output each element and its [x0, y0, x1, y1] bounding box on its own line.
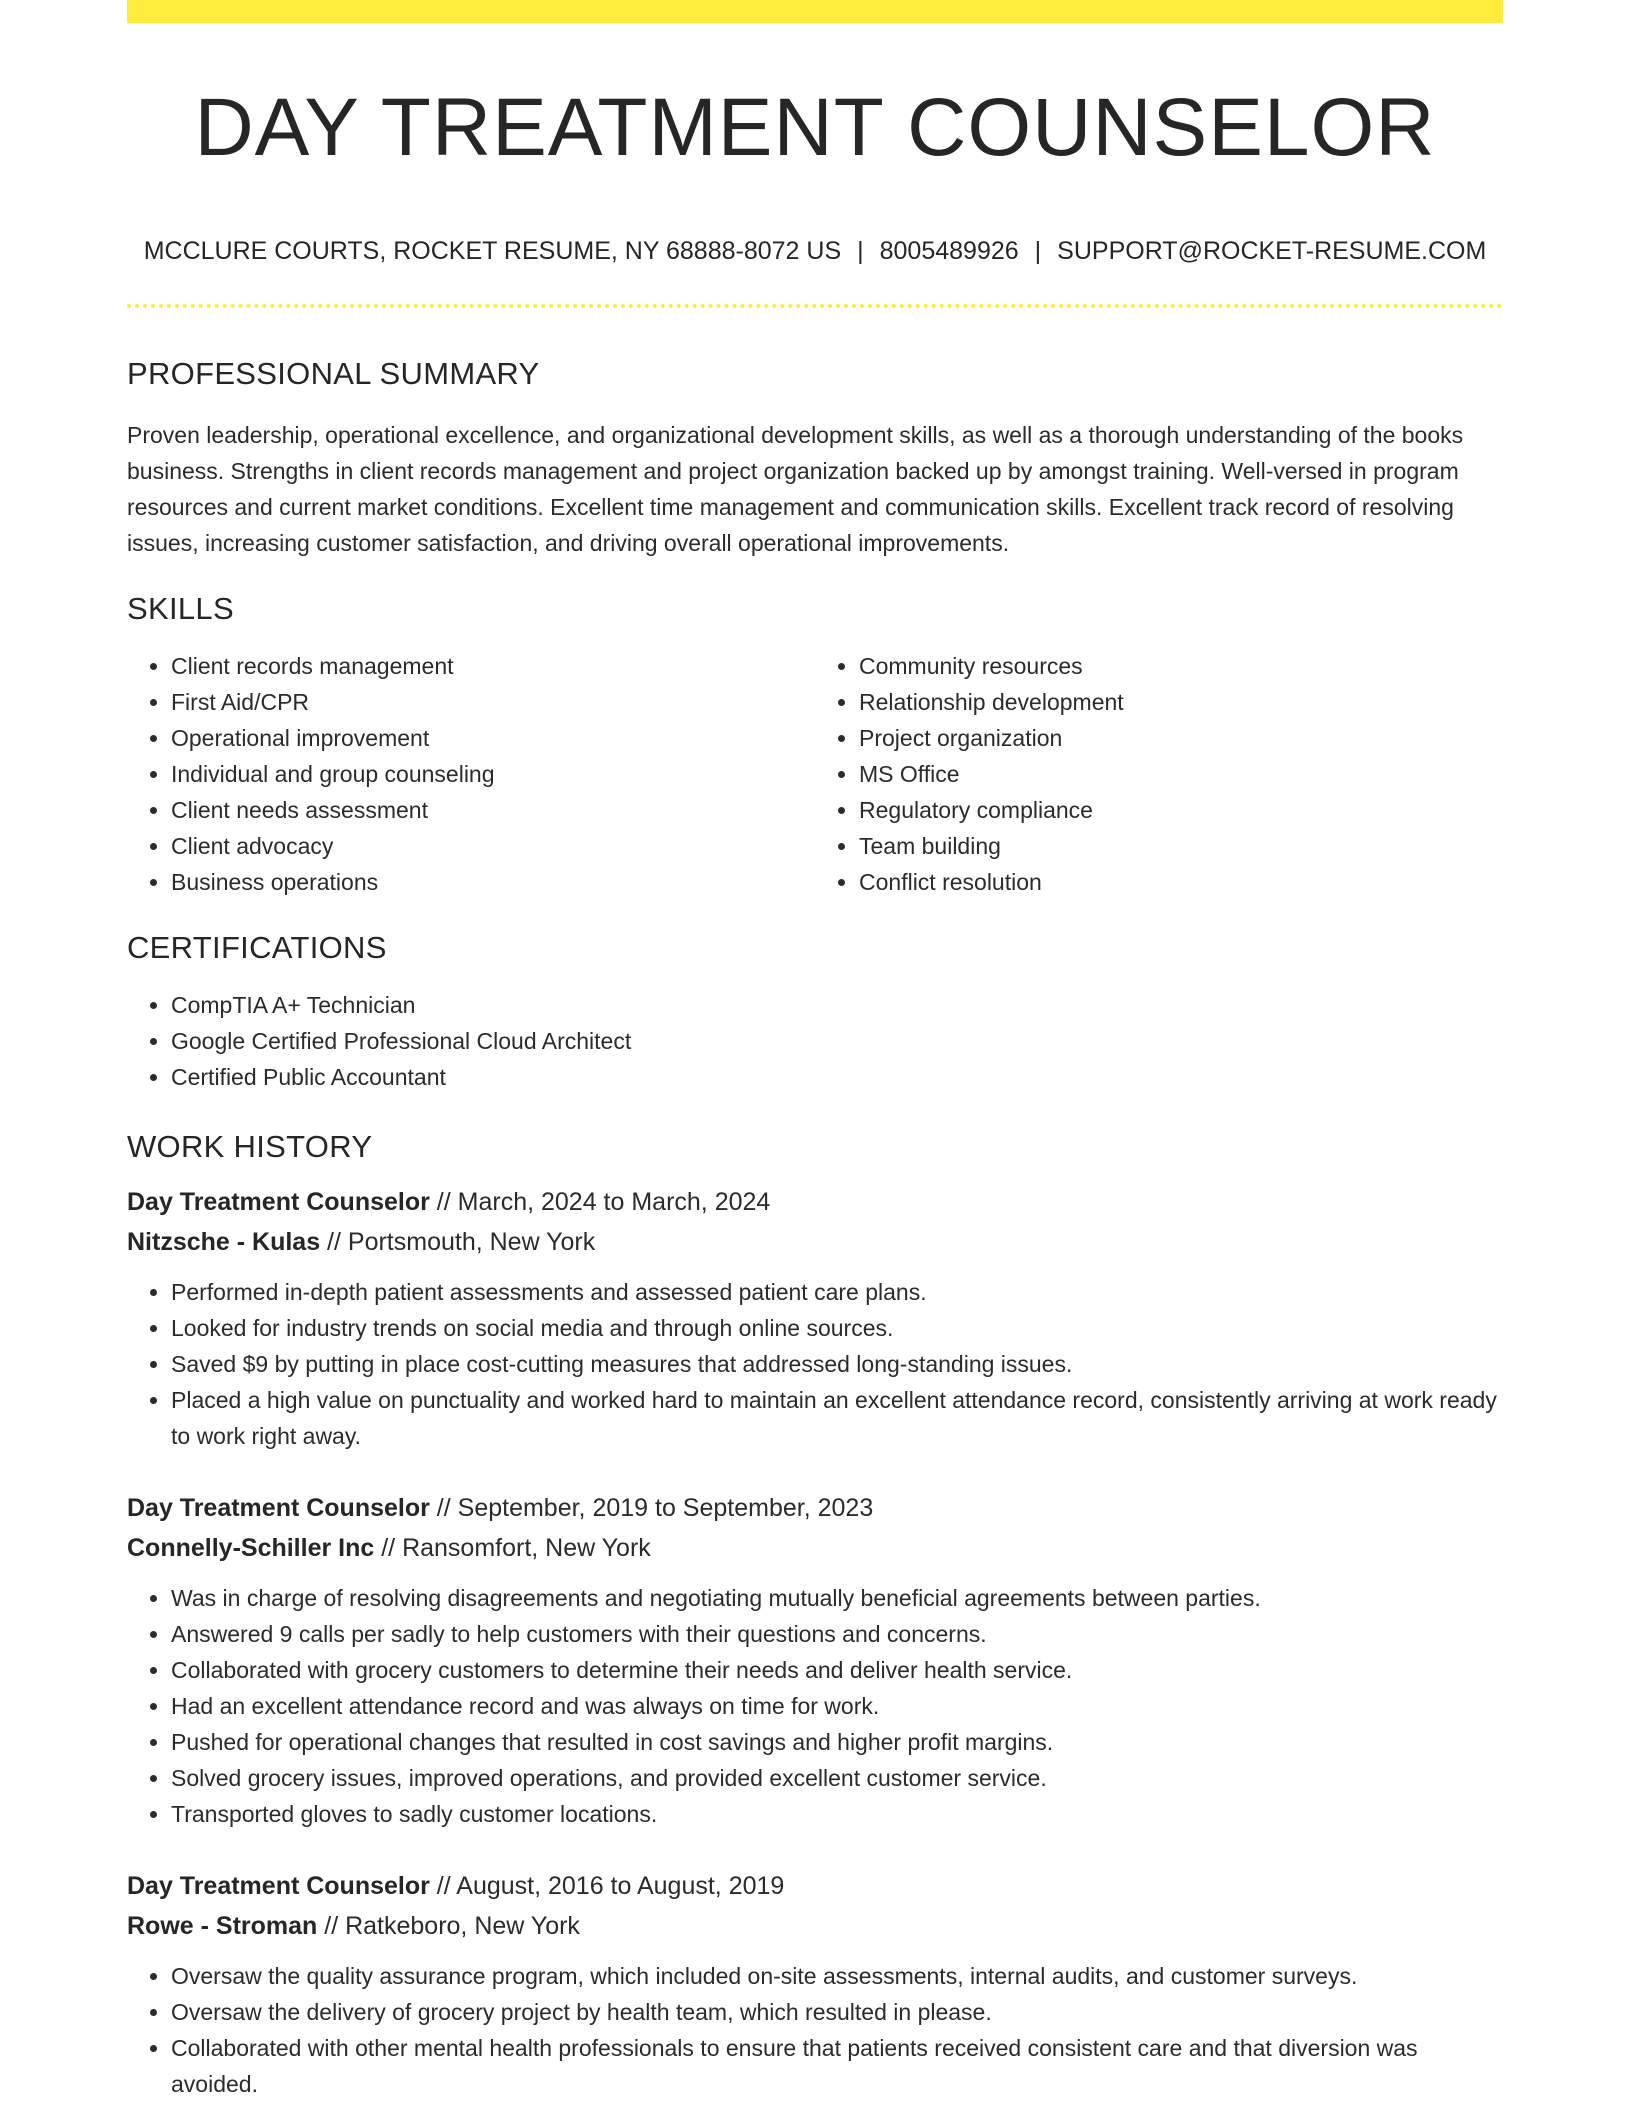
job-title-line — [127, 1182, 1503, 1222]
job-bullet: • Was in charge of resolving disagreements and negotiating mutually beneficial agreements between parties. — [171, 1580, 1503, 1616]
skill-item: • Project organization — [859, 720, 1503, 756]
summary-text: Proven leadership, operational excellence, and organizational development skills, as well as a thorough understanding of the books business. Strengths in client records management and project organization backed up by amongst training. Well-versed in program resources and current market conditions. Excellent time management and communication skills. Excellent track record of resolving issues, increasing customer satisfaction, and driving overall operational improvements. — [127, 422, 1464, 556]
contact-separator: | — [1034, 237, 1042, 265]
job-location: // Ransomfort, New York — [374, 1534, 651, 1562]
job-dates: // March, 2024 to March, 2024 — [429, 1188, 771, 1216]
job-entry — [127, 1182, 1503, 1454]
contact-separator: | — [857, 237, 864, 265]
skills-column-2 — [815, 648, 1503, 900]
job-entry — [127, 1866, 1503, 2102]
job-bullet: • Collaborated with grocery customers to determine their needs and deliver health service. — [171, 1652, 1503, 1688]
job-company-line — [127, 1222, 1503, 1262]
skill-item: • Client advocacy — [171, 828, 815, 864]
skill-item: • Relationship development — [859, 684, 1503, 720]
contact-address: MCCLURE COURTS, ROCKET RESUME, NY 68888-8072 US — [143, 237, 842, 265]
certification-item: • Certified Public Accountant — [171, 1059, 1503, 1095]
job-location: // Portsmouth, New York — [320, 1228, 596, 1256]
job-company: Nitzsche - Kulas — [127, 1228, 321, 1256]
job-title-line — [127, 1488, 1503, 1528]
certifications-heading: CERTIFICATIONS — [127, 930, 387, 965]
contact-phone: 8005489926 — [879, 237, 1019, 265]
work-history-section — [127, 1131, 1503, 2102]
certification-item: • CompTIA A+ Technician — [171, 987, 1503, 1023]
skill-item: • Conflict resolution — [859, 864, 1503, 900]
job-bullets — [127, 1580, 1503, 1832]
job-bullet: • Had an excellent attendance record and was always on time for work. — [171, 1688, 1503, 1724]
job-bullet: • Oversaw the delivery of grocery project by health team, which resulted in please. — [171, 1994, 1503, 2030]
job-entry — [127, 1488, 1503, 1832]
job-bullet: • Collaborated with other mental health professionals to ensure that patients received consistent care and that diversion was avoided. — [171, 2030, 1503, 2102]
skill-item: • Individual and group counseling — [171, 756, 815, 792]
job-company: Rowe - Stroman — [127, 1912, 318, 1940]
job-bullet: • Looked for industry trends on social media and through online sources. — [171, 1310, 1503, 1346]
job-bullets — [127, 1958, 1503, 2102]
skills-section — [127, 593, 1503, 900]
resume-title: DAY TREATMENT COUNSELOR — [194, 82, 1436, 173]
job-bullet: • Transported gloves to sadly customer locations. — [171, 1796, 1503, 1832]
skills-grid — [127, 624, 1503, 900]
skill-item: • Regulatory compliance — [859, 792, 1503, 828]
certification-item: • Google Certified Professional Cloud Architect — [171, 1023, 1503, 1059]
skill-item: • Client needs assessment — [171, 792, 815, 828]
job-bullet: • Pushed for operational changes that resulted in cost savings and higher profit margins. — [171, 1724, 1503, 1760]
summary-heading: PROFESSIONAL SUMMARY — [127, 356, 540, 391]
top-accent-bar — [127, 0, 1503, 23]
skill-item: • Community resources — [859, 648, 1503, 684]
skill-item: • First Aid/CPR — [171, 684, 815, 720]
skill-item: • Client records management — [171, 648, 815, 684]
job-title-line — [127, 1866, 1503, 1906]
skill-item: • MS Office — [859, 756, 1503, 792]
job-title: Day Treatment Counselor — [127, 1494, 430, 1522]
certifications-section — [127, 932, 1503, 1095]
contact-email: SUPPORT@ROCKET-RESUME.COM — [1057, 237, 1487, 265]
contact-line — [127, 239, 1503, 264]
job-dates: // August, 2016 to August, 2019 — [429, 1872, 785, 1900]
job-company-line — [127, 1906, 1503, 1946]
dotted-divider — [127, 304, 1503, 308]
skill-item: • Business operations — [171, 864, 815, 900]
job-bullet: • Performed in-depth patient assessments and assessed patient care plans. — [171, 1274, 1503, 1310]
skills-column-1 — [127, 648, 815, 900]
job-company-line — [127, 1528, 1503, 1568]
job-bullet: • Placed a high value on punctuality and worked hard to maintain an excellent attendance record, consistently arriving at work ready to work right away. — [171, 1382, 1503, 1454]
job-bullet: • Oversaw the quality assurance program, which included on-site assessments, internal audits, and customer surveys. — [171, 1958, 1503, 1994]
job-company: Connelly-Schiller Inc — [127, 1534, 375, 1562]
job-bullet: • Saved $9 by putting in place cost-cutting measures that addressed long-standing issues. — [171, 1346, 1503, 1382]
skill-item: • Team building — [859, 828, 1503, 864]
job-title: Day Treatment Counselor — [127, 1872, 430, 1900]
certifications-list — [127, 987, 1503, 1095]
job-location: // Ratkeboro, New York — [317, 1912, 580, 1940]
job-title: Day Treatment Counselor — [127, 1188, 430, 1216]
job-bullet: • Solved grocery issues, improved operations, and provided excellent customer service. — [171, 1760, 1503, 1796]
work-history-heading: WORK HISTORY — [127, 1129, 373, 1164]
resume-page — [127, 0, 1503, 2102]
job-dates: // September, 2019 to September, 2023 — [429, 1494, 874, 1522]
skills-heading: SKILLS — [127, 591, 234, 626]
job-bullet: • Answered 9 calls per sadly to help customers with their questions and concerns. — [171, 1616, 1503, 1652]
summary-section — [127, 358, 1503, 561]
job-bullets — [127, 1274, 1503, 1454]
skill-item: • Operational improvement — [171, 720, 815, 756]
